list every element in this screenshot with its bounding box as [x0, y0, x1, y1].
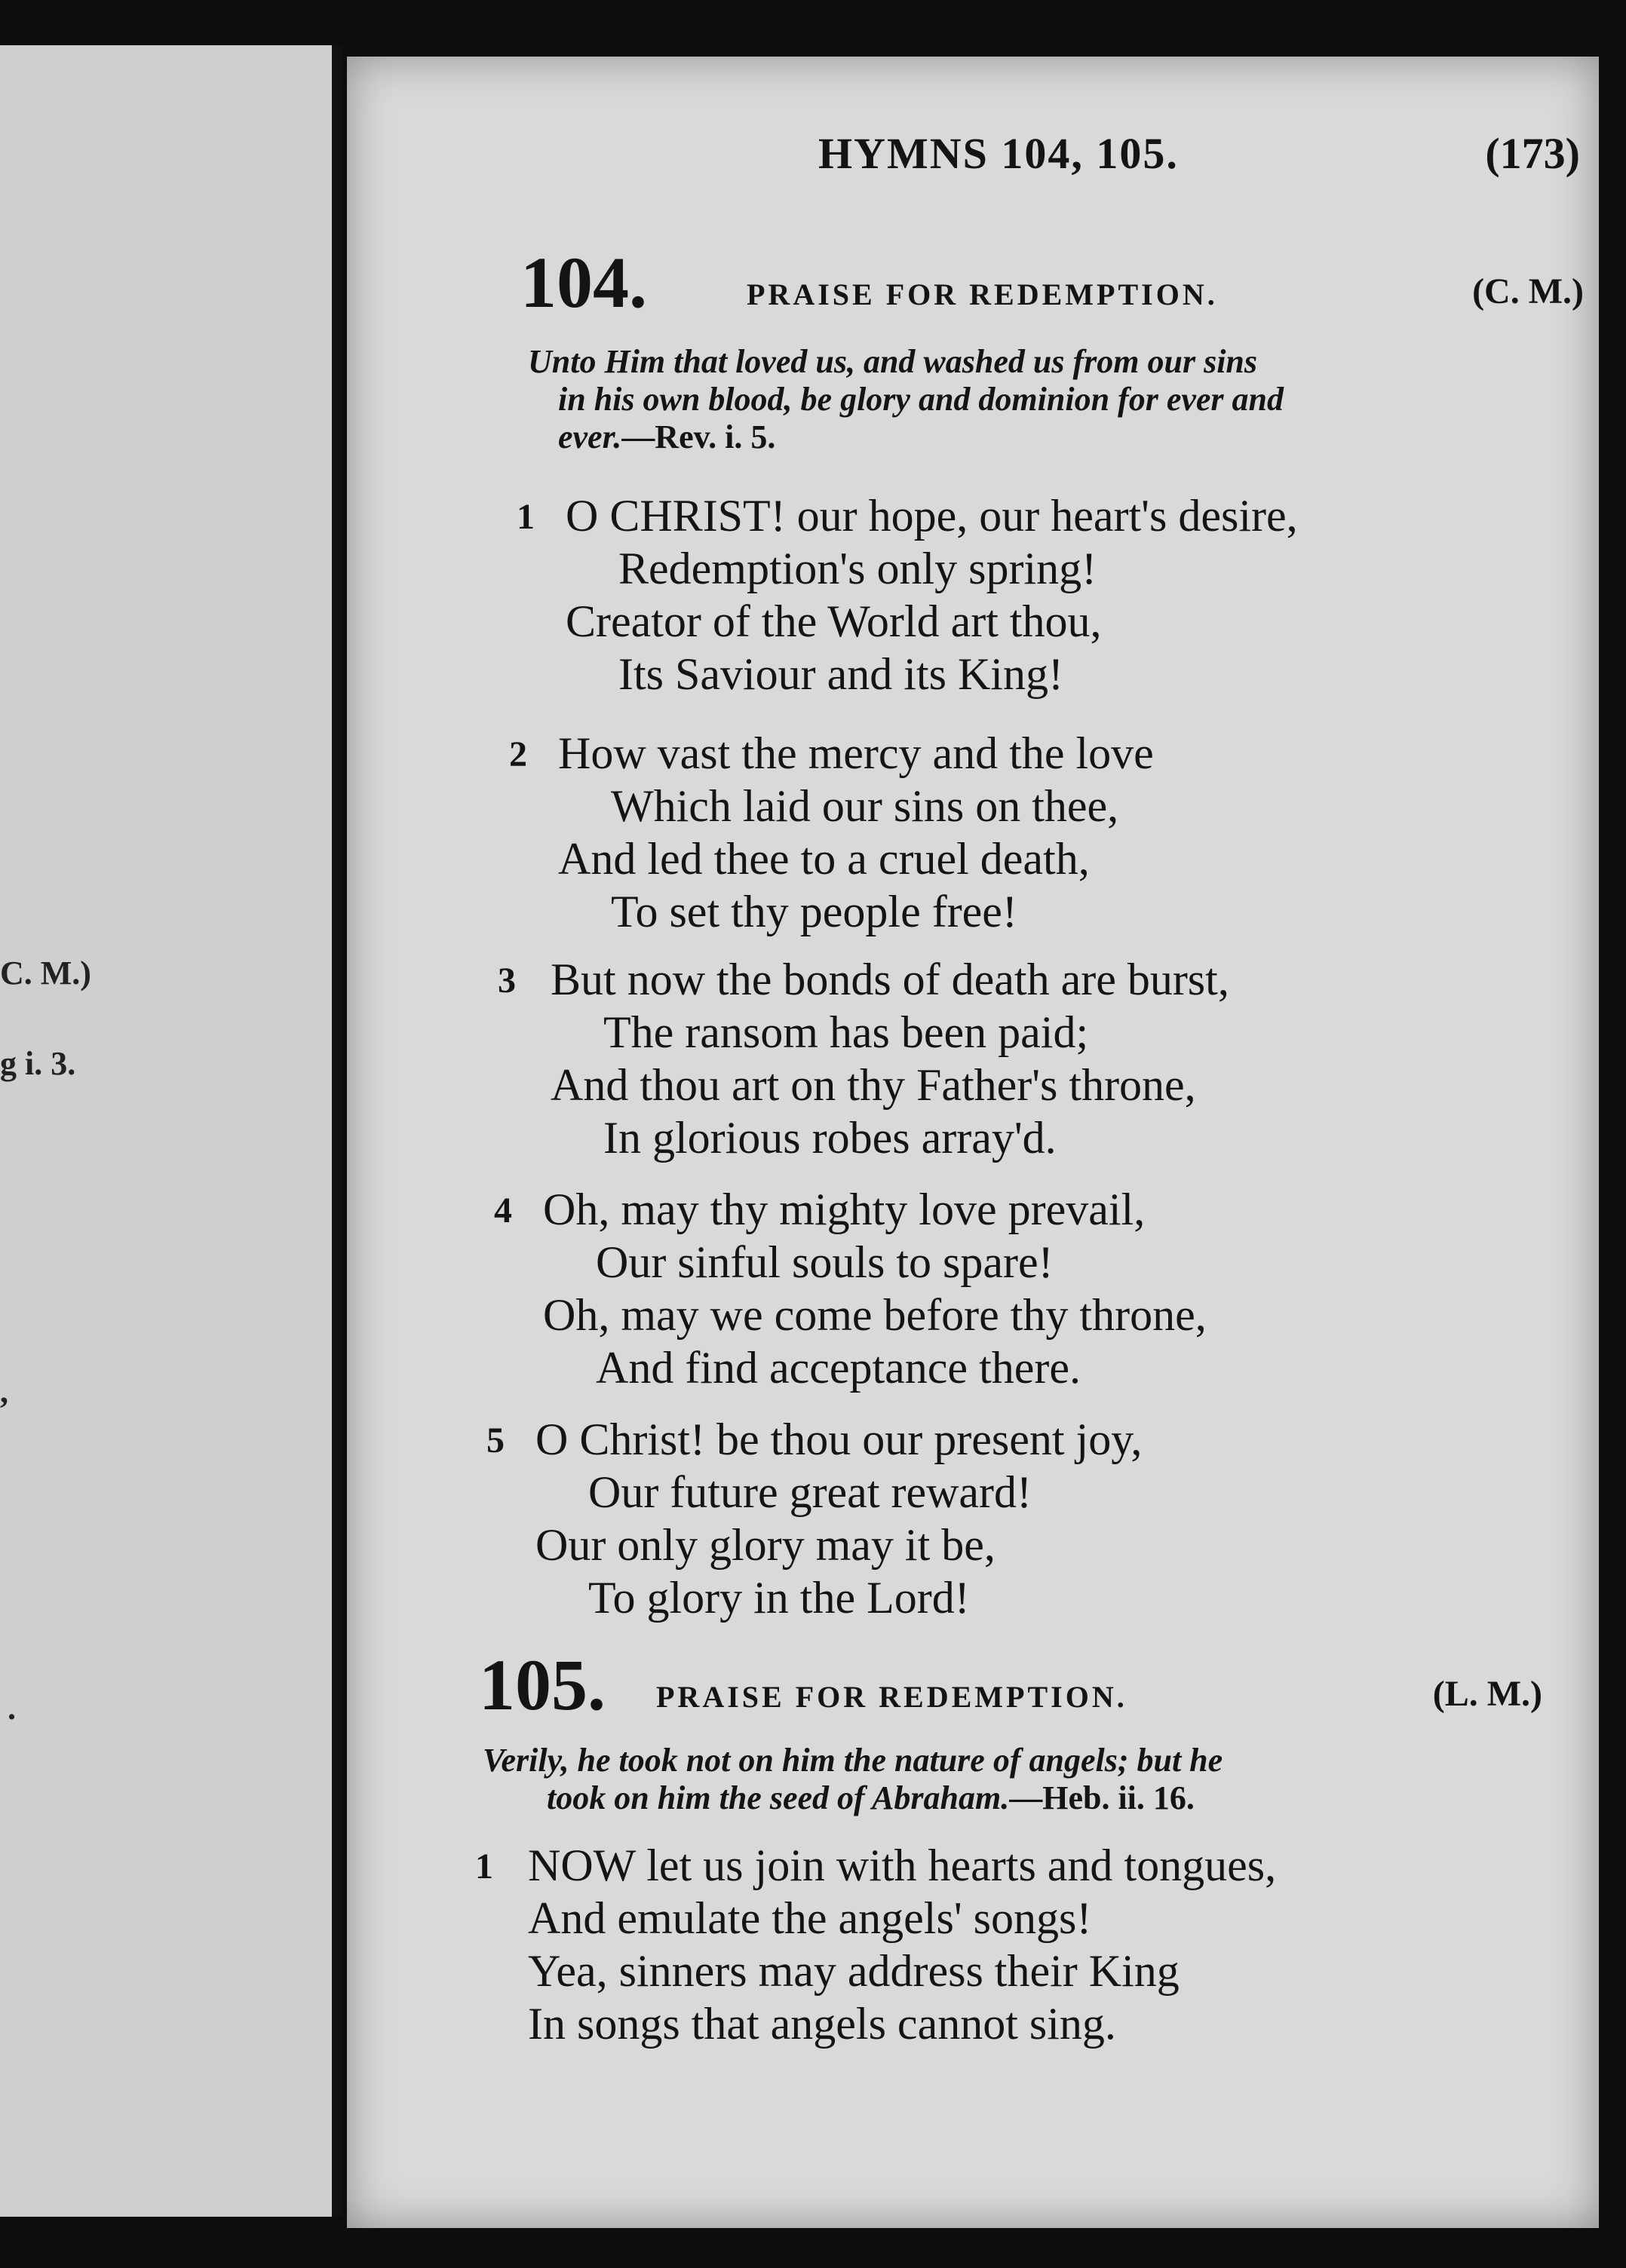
verse-line: O CHRIST! our hope, our heart's desire,: [566, 491, 1298, 541]
epigraph-line: in his own blood, be glory and dominion for ever and: [558, 381, 1284, 418]
verse-line: But now the bonds of death are burst,: [551, 955, 1229, 1004]
stanza-number: 4: [494, 1191, 512, 1231]
hymn-meter: (L. M.): [1432, 1674, 1542, 1714]
verse-line: Our only glory may it be,: [535, 1520, 996, 1570]
verse-line: And find acceptance there.: [596, 1343, 1081, 1393]
verse-line: Its Saviour and its King!: [618, 649, 1063, 699]
page-number: (173): [1485, 129, 1580, 178]
stanza-number: 5: [486, 1421, 505, 1460]
hymn-title: PRAISE FOR REDEMPTION.: [656, 1680, 1127, 1714]
verse-line: How vast the mercy and the love: [558, 728, 1154, 778]
hymn-number: 105.: [479, 1644, 606, 1725]
scripture-reference: —Heb. ii. 16.: [1009, 1779, 1195, 1816]
epigraph-line: Unto Him that loved us, and washed us from our sins: [528, 343, 1258, 380]
verse-line: NOW let us join with hearts and tongues,: [528, 1840, 1277, 1890]
hymn-number: 104.: [520, 242, 647, 323]
left-page-fragment: g i. 3.: [0, 1045, 76, 1082]
verse-line: In glorious robes array'd.: [603, 1113, 1057, 1163]
stanza-number: 2: [509, 734, 527, 774]
epigraph-line-last: [528, 418, 1591, 456]
verse-line: And led thee to a cruel death,: [558, 834, 1090, 884]
left-page-fragment: C. M.): [0, 955, 91, 991]
hymn-meter: (C. M.): [1472, 271, 1584, 311]
left-page-fragment: ,: [0, 1373, 8, 1410]
stanza-number: 3: [498, 961, 516, 1001]
verse-line: Yea, sinners may address their King: [528, 1946, 1180, 1996]
verse-line: In songs that angels cannot sing.: [528, 1999, 1116, 2049]
hymn-title: PRAISE FOR REDEMPTION.: [747, 277, 1218, 311]
verse-line: Oh, may we come before thy throne,: [543, 1290, 1207, 1340]
left-page-fragment: .: [8, 1690, 16, 1727]
verse-line: Our future great reward!: [588, 1467, 1032, 1517]
stanza-number: 1: [475, 1847, 493, 1886]
left-facing-page: [0, 45, 342, 2217]
verse-line: The ransom has been paid;: [603, 1007, 1089, 1057]
verse-line: Redemption's only spring!: [618, 544, 1097, 593]
epigraph-line: took on him the seed of Abraham.: [547, 1779, 1010, 1816]
running-title: HYMNS 104, 105.: [818, 129, 1179, 178]
verse-line: To glory in the Lord!: [588, 1573, 970, 1623]
running-head: [471, 128, 1588, 181]
hymn-heading: [520, 241, 1584, 324]
verse-line: And thou art on thy Father's throne,: [551, 1060, 1196, 1110]
epigraph-line: ever.: [558, 418, 622, 455]
hymn-epigraph: [528, 343, 1591, 456]
scripture-reference: —Rev. i. 5.: [621, 418, 776, 455]
verse-line: Oh, may thy mighty love prevail,: [543, 1185, 1146, 1234]
hymn-heading: [479, 1644, 1542, 1727]
verse-line: O Christ! be thou our present joy,: [535, 1414, 1143, 1464]
verse-line: To set thy people free!: [611, 887, 1017, 936]
epigraph-line-last: [483, 1779, 1554, 1817]
verse-line: Our sinful souls to spare!: [596, 1237, 1054, 1287]
verse-line: Which laid our sins on thee,: [611, 781, 1119, 831]
hymn-epigraph: [483, 1742, 1554, 1817]
verse-line: And emulate the angels' songs!: [528, 1893, 1092, 1943]
epigraph-line: Verily, he took not on him the nature of angels; but he: [483, 1742, 1223, 1779]
verse-line: Creator of the World art thou,: [566, 596, 1102, 646]
stanza-number: 1: [517, 497, 535, 537]
